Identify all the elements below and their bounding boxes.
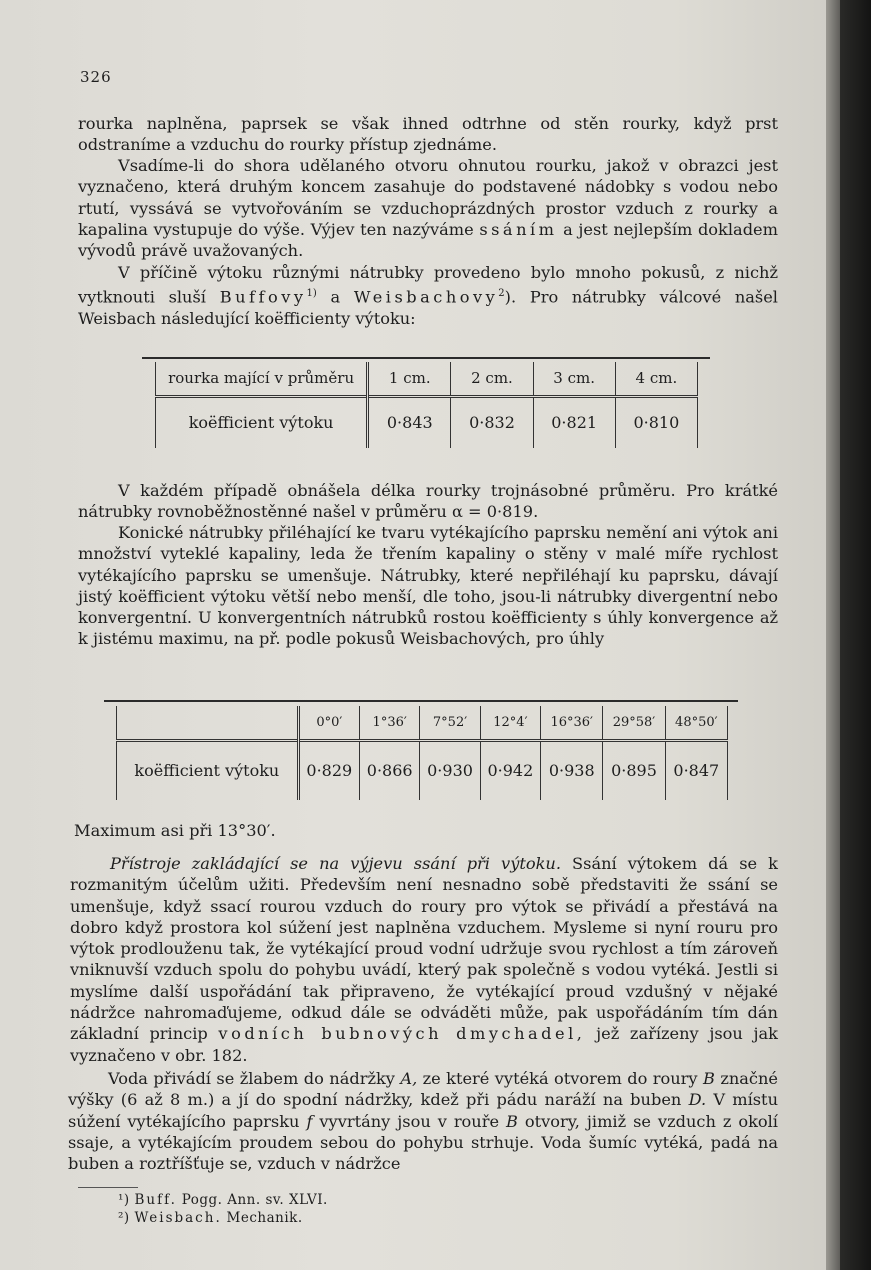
p8-text-i: vyvrtány jsou v rouře [319, 1111, 500, 1131]
table1-value-cell: 0·821 [533, 396, 615, 448]
label-D: D. [688, 1090, 707, 1110]
footnote-1-text: Pogg. Ann. sv. XLVI. [181, 1192, 328, 1208]
table2-header-empty [117, 706, 299, 740]
p2-text-a: Vsadíme-li do shora udělaného otvoru ohnutou rourku, jakož v obrazci jest vyznačeno, která druhým koncem zasahuje do podstavené nádobky s vodou nebo rtutí, vyssává se vytvořováním se vzduchoprázdných prostor vzduch z rourky a kapalina vystupuje do výše. Výjev ten nazýváme [78, 156, 778, 239]
table2-value-cell: 0·930 [420, 740, 480, 800]
label-f: f [306, 1111, 313, 1131]
paragraph-8 [68, 1068, 778, 1174]
footnote-1 [118, 1192, 328, 1209]
table2-value-cell: 0·829 [298, 740, 359, 800]
table1-row-label: koëfficient výtoku [156, 396, 368, 448]
p7-emphasis: vodních bubnových dmychadel, [218, 1024, 586, 1044]
p7-text-c: jež zařízeny jsou jak vyznačeno v obr. 182. [70, 1024, 778, 1065]
paragraph-3 [78, 262, 778, 329]
paragraph-6: Maximum asi při 13°30′. [74, 821, 276, 840]
footnote-2 [118, 1210, 303, 1227]
author-buff: Buffovy [219, 287, 307, 307]
p2-text-c: a jest nejlepším dokladem vývodů právě uvažovaných. [78, 219, 778, 261]
label-A: A, [400, 1069, 418, 1088]
footnote-2-author: Weisbach. [134, 1210, 222, 1226]
footnote-rule [78, 1187, 138, 1188]
page-edge-shadow [826, 0, 840, 1270]
table1-header-label: rourka mající v průměru [156, 362, 368, 396]
table2-value-cell: 0·938 [541, 740, 603, 800]
table1-value-cell: 0·843 [368, 396, 451, 448]
footnote-ref-1: 1) [306, 288, 317, 300]
table2-header-row [117, 706, 728, 740]
table1-value-cell: 0·832 [451, 396, 533, 448]
footnote-ref-1-num: 1 [306, 288, 313, 300]
table2-value-cell: 0·866 [360, 740, 420, 800]
table1-value-row [156, 396, 698, 448]
table2-header-cell: 29°58′ [603, 706, 665, 740]
table1-header-cell: 4 cm. [615, 362, 697, 396]
table2-row-label: koëfficient výtoku [117, 740, 299, 800]
table2-header-cell: 48°50′ [665, 706, 727, 740]
paragraph-2 [78, 155, 778, 261]
table1-header-cell: 2 cm. [451, 362, 533, 396]
paragraph-4: V každém případě obnášela délka rourky trojnásobné průměru. Pro krátké nátrubky rovnoběžnostěnné našel v průměru α = 0·819. [78, 481, 778, 522]
p3-text-e: ). Pro nátrubky válcové našel Weisbach následující koëfficienty výtoku: [78, 287, 778, 328]
scan-background [840, 0, 871, 1270]
table2-value-row [117, 740, 728, 800]
p8-text-e: značné výšky (6 až 8 m.) a jí do spodní nádržky, kdež při pádu naráží na buben [68, 1069, 779, 1110]
page-number: 326 [80, 68, 112, 86]
paragraph-7 [70, 853, 778, 1066]
table1-top-rule [142, 357, 710, 359]
paragraph-5: Konické nátrubky přiléhající ke tvaru vytékajícího paprsku nemění ani výtok ani množství vyteklé kapaliny, leda že třením kapaliny o stěny v malé míře rychlost vytékajícího paprsku se umenšuje. Nátrubky, které nepřiléhají ku paprsku, dávají jistý koëfficient výtoku větší nebo menší, dle toho, jsou-li nátrubky divergentní nebo konvergentní. U konvergentních nátrubků rostou koëfficienty s úhly konvergence až k jistému maximu, na př. podle pokusů Weisbachových, pro úhly [78, 523, 778, 649]
table2 [116, 706, 728, 800]
table1-header-cell: 3 cm. [533, 362, 615, 396]
table2-value-cell: 0·942 [480, 740, 540, 800]
footnote-2-text: Mechanik. [226, 1210, 303, 1226]
footnote-2-mark: ²) [118, 1210, 130, 1226]
footnote-ref-2: 2 [498, 288, 505, 300]
table2-value-cell: 0·847 [665, 740, 727, 800]
table2-top-rule [104, 700, 738, 702]
table1-header-row [156, 362, 698, 396]
p3-text-a: V příčině výtoku různými nátrubky provedeno bylo mnoho pokusů, z nichž vytknouti sluší [78, 263, 778, 307]
p8-text-k: otvory, jimiž se vzduch z okolí ssaje, a vytékajícím proudem sebou do pohybu strhuje. Voda šumíc vytéká, padá na buben a roztříšťuje se, vzduch v nádržce [68, 1111, 778, 1174]
table1-value-cell: 0·810 [615, 396, 697, 448]
section-title: Přístroje zakládající se na výjevu ssání při výtoku. [110, 854, 561, 873]
table2-header-cell: 1°36′ [360, 706, 420, 740]
p3-text-c: a [330, 287, 341, 307]
table1 [155, 362, 698, 448]
p8-text-g: V místu súžení vytékajícího paprsku [68, 1090, 778, 1131]
footnote-1-mark: ¹) [118, 1192, 130, 1208]
p2-emphasis: ssáním [479, 219, 558, 239]
p7-text-a: Ssání výtokem dá se k rozmanitým účelům užiti. Především není nesnadno sobě představiti že ssání se umenšuje, když ssací rourou vzduch do roury pro výtok se přivádí a přestává na dobro když prostora kol súžení jest naplněna vzduchem. Mysleme si nyní rouru pro výtok prodlouženu tak, že vytékající proud vodní udržuje svou rychlost a tím zároveň vniknuvší vzduch spolu do pohybu uvádí, který pak společně s vodou vytéká. Jestli si myslíme další uspořádání tak připraveno, že vytékající proud vzdušný v nějaké nádržce nahromaďujeme, odkud dále se odváděti může, pak uspořádáním tím dán základní princip [70, 854, 778, 1044]
author-weisbach: Weisbachovy [353, 287, 499, 307]
table1-header-cell: 1 cm. [368, 362, 451, 396]
table2-header-cell: 7°52′ [420, 706, 480, 740]
table2-header-cell: 16°36′ [541, 706, 603, 740]
footnote-1-author: Buff. [134, 1192, 177, 1208]
label-B-2: B [506, 1111, 518, 1131]
paragraph-1: rourka naplněna, paprsek se však ihned odtrhne od stěn rourky, když prst odstraníme a vzduchu do rourky přístup zjednáme. [78, 114, 778, 155]
p8-text-c: ze které vytéká otvorem do roury [422, 1069, 698, 1088]
p8-text-a: Voda přivádí se žlabem do nádržky [108, 1069, 395, 1088]
table2-header-cell: 0°0′ [298, 706, 359, 740]
label-B: B [703, 1069, 715, 1088]
table2-value-cell: 0·895 [603, 740, 665, 800]
table2-header-cell: 12°4′ [480, 706, 540, 740]
